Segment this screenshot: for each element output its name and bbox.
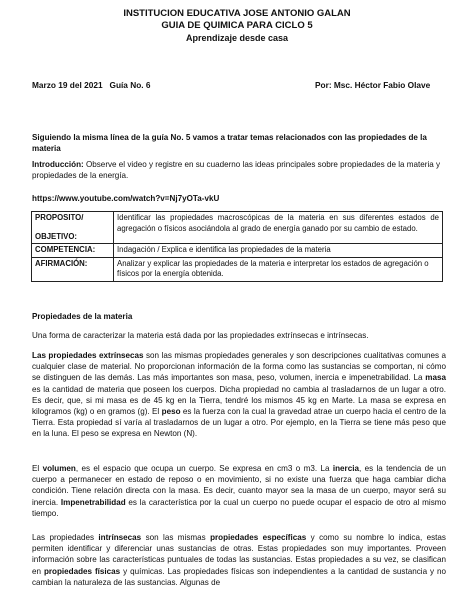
video-link[interactable]: https://www.youtube.com/watch?v=Nj7yOTa-vkU bbox=[32, 194, 220, 203]
guide-title: GUIA DE QUIMICA PARA CICLO 5 bbox=[161, 20, 313, 31]
section-title: Propiedades de la materia bbox=[32, 312, 133, 321]
extrinsic-text-2: es la cantidad de materia que poseen los cuerpos. Dicha propiedad no cambia al trasladarnos de un lugar a otro. Es decir, que, si mi masa es de 45 kg en la Tierra, tendré los mismos 45 kg en Marte. La masa se expresa en kilogramos (kg) o en gramos (g). El bbox=[32, 384, 446, 417]
impenetrability-term: Impenetrabilidad bbox=[60, 497, 126, 507]
school-name: INSTITUCION EDUCATIVA JOSE ANTONIO GALAN bbox=[123, 8, 351, 19]
table-row-competencia bbox=[32, 244, 443, 258]
inertia-term: inercia bbox=[332, 464, 359, 473]
intrinsic-text-3: y como su nombre lo indica, estas permiten identificar y diferenciar unas sustancias de otras. Estas propiedades son muy importantes. Proveen información sobre las características puntuales de todas las sustancias. Estas propiedades a su vez, se clasifican en bbox=[32, 533, 446, 576]
volume-text-3: , es la tendencia de un cuerpo a permanecer en estado de reposo o en movimiento, si no existe una fuerza que haga cambiar dicha condición. Tiene relación directa con la masa. Es decir, cuanto mayor sea la masa de un cuerpo, mayor será su inercia. bbox=[32, 464, 446, 507]
info-table bbox=[31, 211, 443, 282]
intrinsic-text-1: Las propiedades bbox=[32, 533, 99, 542]
intrinsic-text-2: son las mismas bbox=[141, 533, 211, 542]
extrinsic-text-3: es la fuerza con la cual la gravedad atrae un cuerpo hacia el centro de la Tierra. Esta propiedad sí varía al trasladarnos de un lugar a otro. Por ejemplo, en la Tierra se tiene más peso que en la luna. El peso se expresa en Newton (N). bbox=[32, 407, 446, 439]
paragraph-volume bbox=[32, 463, 446, 519]
proposito-cell bbox=[32, 212, 114, 244]
author: Por: Msc. Héctor Fabio Olave bbox=[315, 80, 431, 90]
objetivo-label: OBJETIVO: bbox=[35, 231, 78, 241]
extrinsic-term: Las propiedades extrínsecas bbox=[32, 351, 144, 360]
guide-subtitle: Aprendizaje desde casa bbox=[185, 33, 289, 43]
introduction-text: Observe el video y registre en su cuaderno las ideas principales sobre propiedades de la materia y propiedades de la energía. bbox=[32, 160, 441, 181]
volume-text-2: , es el espacio que ocupa un cuerpo. Se expresa en cm3 o m3. La bbox=[75, 464, 333, 473]
table-row-proposito bbox=[32, 212, 443, 244]
paragraph-intrinsic bbox=[32, 532, 446, 588]
afirmacion-label: AFIRMACIÓN: bbox=[32, 257, 114, 281]
specific-properties-term: propiedades específicas bbox=[210, 533, 307, 542]
proposito-label: PROPOSITO/ bbox=[35, 213, 84, 222]
introduction-label: Introducción: bbox=[32, 160, 84, 169]
afirmacion-text: Analizar y explicar las propiedades de la materia e interpretar los estados de agregación o físicos por la energía obtenida. bbox=[114, 257, 443, 281]
paragraph-extrinsic bbox=[32, 350, 446, 440]
guide-date: Marzo 19 del 2021 bbox=[32, 80, 103, 90]
volume-text-4: es la característica por la cual un cuerpo no puede ocupar el espacio de otro al mismo tiempo. bbox=[32, 497, 446, 518]
proposito-text: Identificar las propiedades macroscópicas de la materia en sus diferentes estados de agregación o físicos asociándola al grado de energía ganado por su cambio de estado. bbox=[114, 212, 443, 244]
guide-number: Guía No. 6 bbox=[109, 80, 151, 90]
competencia-label: COMPETENCIA: bbox=[32, 244, 114, 258]
volume-text-1: El bbox=[32, 464, 43, 473]
mass-term: masa bbox=[425, 373, 446, 383]
date-guide-line bbox=[32, 80, 151, 90]
table-row-afirmacion bbox=[32, 257, 443, 281]
intrinsic-term: intrínsecas bbox=[98, 533, 142, 542]
physical-properties-term: propiedades físicas bbox=[43, 566, 121, 576]
paragraph-intro: Una forma de caracterizar la materia está dada por las propiedades extrínsecas e intrínsecas. bbox=[32, 331, 369, 340]
weight-term: peso bbox=[161, 407, 181, 417]
intrinsic-text-4: y químicas. Las propiedades físicas son independientes a la cantidad de sustancia y no cambian la naturaleza de las sustancias. Algunas de bbox=[32, 566, 446, 587]
volume-term: volumen bbox=[42, 464, 76, 473]
extrinsic-text-1: son las mismas propiedades generales y son descripciones cualitativas comunes a cualquier clase de material. No proporcionan información de la forma como las sustancias se comportan, ni cómo se distinguen de las demás. Las más importantes son masa, peso, volumen, inercia e impenetrabilidad. La bbox=[32, 351, 446, 383]
competencia-text: Indagación / Explica e identifica las propiedades de la materia bbox=[114, 244, 443, 258]
introduction-paragraph bbox=[32, 159, 446, 181]
intro-heading: Siguiendo la misma línea de la guía No. 5 vamos a tratar temas relacionados con las propiedades de la materia bbox=[32, 133, 427, 154]
